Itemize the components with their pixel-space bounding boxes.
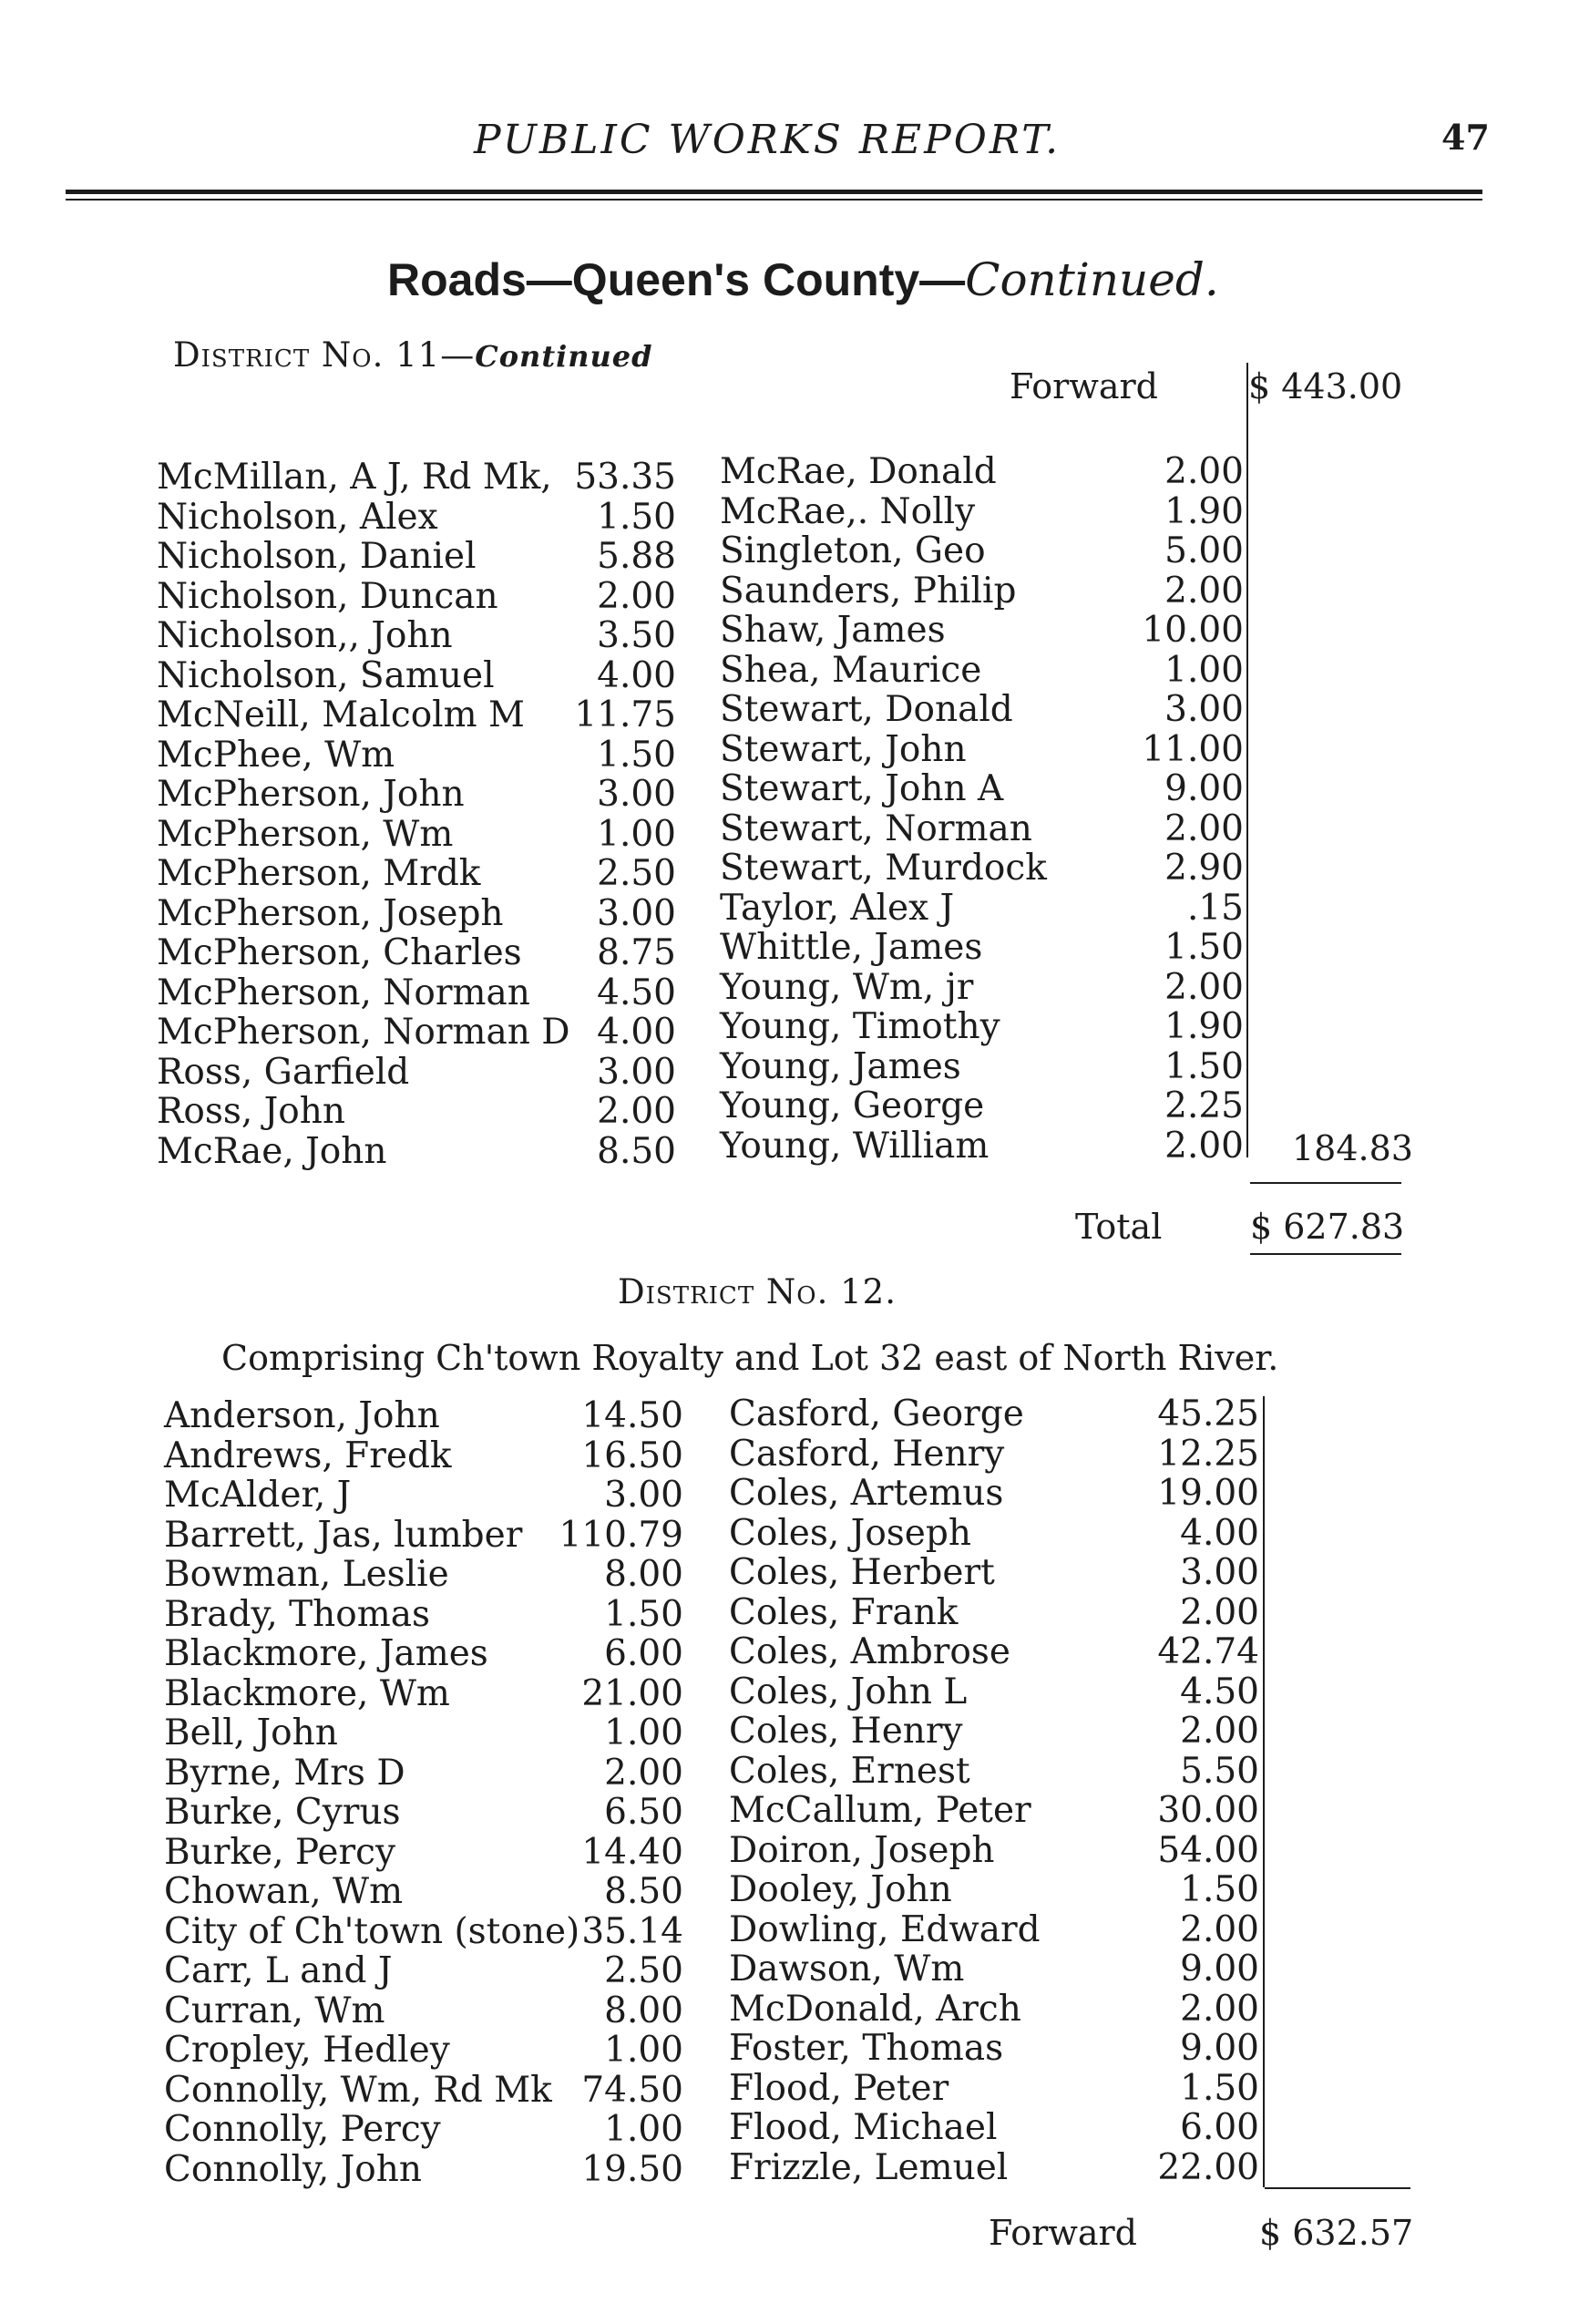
header-rule bbox=[66, 190, 1482, 194]
entry-name: Young, Timothy bbox=[720, 1006, 1000, 1047]
entry-name: McRae, Donald bbox=[720, 451, 997, 492]
entry-amount: 2.00 bbox=[597, 1091, 676, 1132]
entry-amount: 8.50 bbox=[597, 1130, 676, 1172]
entry-name: Carr, L and J bbox=[164, 1950, 393, 1991]
ledger-entry bbox=[164, 2150, 683, 2190]
ledger-entry bbox=[157, 498, 676, 538]
entry-name: McPherson, Charles bbox=[157, 932, 522, 973]
ledger-entry bbox=[729, 1593, 1259, 1633]
entry-amount: 3.00 bbox=[597, 1051, 676, 1093]
entry-amount: 1.90 bbox=[1164, 1006, 1244, 1047]
section-title bbox=[387, 253, 1219, 306]
running-head: PUBLIC WORKS REPORT. bbox=[474, 117, 1061, 163]
subtotal-rule bbox=[1250, 1182, 1401, 1184]
entry-name: Dowling, Edward bbox=[729, 1908, 1041, 1950]
entry-name: Blackmore, James bbox=[164, 1633, 488, 1674]
entry-name: Dawson, Wm bbox=[729, 1949, 965, 1990]
entry-amount: 4.50 bbox=[1180, 1671, 1259, 1712]
entry-name: City of Ch'town (stone) bbox=[164, 1910, 580, 1952]
entry-amount: 8.00 bbox=[604, 1990, 683, 2031]
entry-name: Stewart, Norman bbox=[720, 807, 1032, 849]
entry-amount: 1.00 bbox=[604, 2109, 683, 2150]
ledger-entry bbox=[164, 1713, 683, 1753]
ledger-entry bbox=[729, 1553, 1259, 1593]
district-11-heading bbox=[173, 335, 653, 375]
entry-amount: 10.00 bbox=[1142, 610, 1244, 651]
entry-amount: .15 bbox=[1186, 887, 1244, 929]
ledger-entry bbox=[164, 1991, 683, 2031]
entry-amount: 4.50 bbox=[597, 972, 676, 1013]
district-12-forward-label: Forward bbox=[989, 2213, 1138, 2253]
entry-name: Whittle, James bbox=[720, 927, 983, 968]
entry-amount: 74.50 bbox=[581, 2069, 683, 2111]
entry-amount: 45.25 bbox=[1157, 1393, 1259, 1435]
ledger-entry bbox=[729, 2148, 1259, 2188]
entry-name: McPherson, Norman bbox=[157, 972, 530, 1013]
entry-amount: 11.75 bbox=[574, 694, 676, 735]
ledger-entry bbox=[157, 537, 676, 577]
entry-amount: 30.00 bbox=[1157, 1790, 1259, 1831]
ledger-entry bbox=[720, 809, 1244, 849]
entry-name: Flood, Michael bbox=[729, 2107, 998, 2148]
entry-amount: 1.00 bbox=[1164, 649, 1244, 691]
entry-amount: 35.14 bbox=[581, 1910, 683, 1952]
entry-amount: 1.50 bbox=[1180, 2067, 1259, 2109]
entry-amount: 2.50 bbox=[604, 1950, 683, 1991]
ledger-entry bbox=[157, 1092, 676, 1132]
entry-name: Brady, Thomas bbox=[164, 1593, 431, 1635]
ledger-entry bbox=[157, 577, 676, 617]
district-11-heading-text: District No. 11— bbox=[173, 335, 476, 375]
forward-rule bbox=[1265, 2187, 1410, 2189]
entry-name: Stewart, John A bbox=[720, 768, 1004, 809]
entry-name: Flood, Peter bbox=[729, 2067, 949, 2109]
ledger-entry bbox=[157, 458, 676, 498]
entry-name: Young, William bbox=[720, 1125, 990, 1167]
entry-amount: 9.00 bbox=[1180, 2028, 1259, 2069]
entry-amount: 1.90 bbox=[1164, 490, 1244, 532]
ledger-entry bbox=[720, 928, 1244, 968]
ledger-entry bbox=[729, 1949, 1259, 1990]
entry-amount: 54.00 bbox=[1157, 1829, 1259, 1871]
entry-name: Young, James bbox=[720, 1045, 961, 1087]
ledger-entry bbox=[157, 1132, 676, 1172]
ledger-entry bbox=[729, 1474, 1259, 1514]
ledger-entry bbox=[164, 1396, 683, 1436]
entry-amount: 5.00 bbox=[1164, 530, 1244, 571]
ledger-entry bbox=[164, 1595, 683, 1635]
ledger-entry bbox=[729, 1394, 1259, 1435]
entry-amount: 8.00 bbox=[604, 1554, 683, 1595]
entry-amount: 4.00 bbox=[1180, 1512, 1259, 1554]
entry-name: Burke, Cyrus bbox=[164, 1792, 401, 1833]
entry-amount: 3.00 bbox=[1180, 1552, 1259, 1593]
district-12-right-column bbox=[729, 1394, 1259, 2187]
district-11-heading-continued: Continued bbox=[475, 339, 653, 374]
entry-name: Chowan, Wm bbox=[164, 1871, 404, 1912]
ledger-entry bbox=[164, 1951, 683, 1991]
entry-amount: 14.50 bbox=[581, 1395, 683, 1436]
entry-name: Andrews, Fredk bbox=[164, 1435, 452, 1476]
entry-name: Stewart, Donald bbox=[720, 689, 1013, 730]
entry-name: McCallum, Peter bbox=[729, 1790, 1031, 1831]
entry-amount: 2.00 bbox=[1164, 966, 1244, 1008]
ledger-entry bbox=[720, 1126, 1244, 1167]
ledger-entry bbox=[720, 690, 1244, 730]
entry-name: Saunders, Philip bbox=[720, 570, 1017, 612]
district-11-subtotal: 184.83 bbox=[1292, 1128, 1413, 1168]
ledger-entry bbox=[157, 1013, 676, 1053]
entry-amount: 1.50 bbox=[1164, 1045, 1244, 1087]
entry-name: Young, George bbox=[720, 1085, 985, 1126]
entry-amount: 1.00 bbox=[604, 1712, 683, 1753]
entry-name: McRae,. Nolly bbox=[720, 490, 976, 532]
district-12-heading: District No. 12. bbox=[618, 1272, 897, 1311]
entry-amount: 21.00 bbox=[581, 1672, 683, 1714]
entry-name: McMillan, A J, Rd Mk, bbox=[157, 457, 552, 498]
ledger-entry bbox=[729, 1990, 1259, 2030]
entry-amount: 2.50 bbox=[597, 853, 676, 894]
entry-amount: 4.00 bbox=[597, 1012, 676, 1053]
district-12-left-column bbox=[164, 1396, 683, 2189]
entry-name: Curran, Wm bbox=[164, 1990, 385, 2031]
entry-name: Shea, Maurice bbox=[720, 649, 982, 691]
entry-name: Coles, Herbert bbox=[729, 1552, 995, 1593]
ledger-entry bbox=[164, 1912, 683, 1952]
ledger-entry bbox=[164, 1793, 683, 1833]
entry-name: Doiron, Joseph bbox=[729, 1829, 995, 1871]
entry-amount: 53.35 bbox=[574, 457, 676, 498]
entry-amount: 3.00 bbox=[1164, 689, 1244, 730]
ledger-entry bbox=[729, 1632, 1259, 1672]
ledger-entry bbox=[157, 973, 676, 1013]
entry-amount: 11.00 bbox=[1142, 728, 1244, 770]
entry-name: Connolly, Wm, Rd Mk bbox=[164, 2069, 552, 2111]
entry-name: McPherson, Mrdk bbox=[157, 853, 481, 894]
district-11-left-column bbox=[157, 458, 676, 1171]
ledger-entry bbox=[729, 1870, 1259, 1910]
entry-amount: 2.00 bbox=[1180, 1711, 1259, 1752]
entry-amount: 2.00 bbox=[1164, 451, 1244, 492]
ledger-entry bbox=[157, 815, 676, 855]
entry-name: Frizzle, Lemuel bbox=[729, 2146, 1009, 2188]
ledger-entry bbox=[729, 2108, 1259, 2148]
ledger-entry bbox=[729, 1831, 1259, 1871]
entry-name: Ross, Garfield bbox=[157, 1051, 410, 1093]
entry-name: Young, Wm, jr bbox=[720, 966, 974, 1008]
entry-name: Connolly, Percy bbox=[164, 2109, 441, 2150]
ledger-entry bbox=[720, 730, 1244, 770]
district-11-right-column bbox=[720, 452, 1244, 1166]
total-rule bbox=[1250, 1253, 1401, 1255]
section-title-main: Roads—Queen's County— bbox=[387, 254, 966, 305]
entry-name: Ross, John bbox=[157, 1091, 346, 1132]
ledger-entry bbox=[720, 492, 1244, 532]
district-11-forward-label: Forward bbox=[1010, 366, 1159, 406]
entry-amount: 19.50 bbox=[581, 2148, 683, 2190]
entry-name: Connolly, John bbox=[164, 2148, 422, 2190]
entry-name: Burke, Percy bbox=[164, 1831, 396, 1873]
entry-name: Coles, Ernest bbox=[729, 1750, 970, 1792]
section-title-continued: Continued. bbox=[965, 253, 1219, 306]
entry-amount: 6.00 bbox=[1180, 2107, 1259, 2148]
entry-name: Foster, Thomas bbox=[729, 2028, 1004, 2069]
entry-name: Stewart, John bbox=[720, 728, 967, 770]
entry-amount: 5.50 bbox=[1180, 1750, 1259, 1792]
ledger-entry bbox=[729, 2029, 1259, 2069]
entry-name: Coles, Ambrose bbox=[729, 1631, 1011, 1672]
entry-amount: 3.00 bbox=[604, 1475, 683, 1516]
district-11-total-amount: $ 627.83 bbox=[1250, 1207, 1405, 1247]
entry-name: Coles, Artemus bbox=[729, 1473, 1004, 1514]
entry-amount: 2.00 bbox=[604, 1752, 683, 1794]
entry-amount: 2.00 bbox=[1180, 1988, 1259, 2030]
ledger-entry bbox=[164, 2031, 683, 2071]
ledger-entry bbox=[157, 775, 676, 815]
entry-amount: 1.50 bbox=[597, 734, 676, 776]
entry-name: Nicholson, Alex bbox=[157, 496, 438, 538]
ledger-entry bbox=[164, 1634, 683, 1674]
entry-name: Nicholson, Duncan bbox=[157, 575, 498, 617]
ledger-entry bbox=[720, 769, 1244, 809]
entry-amount: 1.00 bbox=[597, 813, 676, 855]
entry-name: McDonald, Arch bbox=[729, 1988, 1021, 2030]
ledger-entry bbox=[720, 452, 1244, 492]
ledger-entry bbox=[720, 848, 1244, 889]
entry-amount: 2.90 bbox=[1164, 848, 1244, 889]
entry-name: McPherson, John bbox=[157, 774, 465, 815]
ledger-entry bbox=[729, 1791, 1259, 1831]
ledger-entry bbox=[164, 1753, 683, 1794]
entry-amount: 22.00 bbox=[1157, 2146, 1259, 2188]
entry-name: Bell, John bbox=[164, 1712, 338, 1753]
entry-amount: 2.25 bbox=[1164, 1085, 1244, 1126]
amount-column-rule bbox=[1263, 1396, 1265, 2187]
entry-name: Blackmore, Wm bbox=[164, 1672, 450, 1714]
district-12-forward-amount: $ 632.57 bbox=[1259, 2213, 1414, 2253]
entry-name: Coles, Henry bbox=[729, 1711, 963, 1752]
entry-amount: 4.00 bbox=[597, 654, 676, 696]
entry-amount: 3.00 bbox=[597, 774, 676, 815]
district-11-total-label: Total bbox=[1075, 1207, 1163, 1247]
entry-amount: 2.00 bbox=[597, 575, 676, 617]
entry-amount: 1.00 bbox=[604, 2030, 683, 2071]
entry-name: McRae, John bbox=[157, 1130, 387, 1172]
entry-name: Cropley, Hedley bbox=[164, 2030, 450, 2071]
entry-name: Anderson, John bbox=[164, 1395, 440, 1436]
entry-amount: 8.75 bbox=[597, 932, 676, 973]
amount-column-rule bbox=[1246, 363, 1248, 1157]
header-rule-thin bbox=[66, 199, 1482, 201]
entry-name: Stewart, Murdock bbox=[720, 848, 1047, 889]
ledger-entry bbox=[164, 1555, 683, 1595]
ledger-entry bbox=[157, 854, 676, 894]
entry-amount: 5.88 bbox=[597, 536, 676, 577]
entry-name: Shaw, James bbox=[720, 610, 946, 651]
entry-name: Nicholson, Samuel bbox=[157, 654, 495, 696]
district-11-forward-amount: $ 443.00 bbox=[1248, 366, 1403, 406]
district-12-description: Comprising Ch'town Royalty and Lot 32 east of North River. bbox=[221, 1338, 1279, 1378]
entry-amount: 42.74 bbox=[1157, 1631, 1259, 1672]
entry-amount: 110.79 bbox=[559, 1514, 683, 1556]
entry-amount: 1.50 bbox=[1164, 927, 1244, 968]
ledger-entry bbox=[720, 531, 1244, 571]
entry-name: Coles, Frank bbox=[729, 1591, 959, 1633]
ledger-entry bbox=[720, 1047, 1244, 1087]
entry-name: Taylor, Alex J bbox=[720, 887, 955, 929]
entry-amount: 6.50 bbox=[604, 1792, 683, 1833]
entry-amount: 3.50 bbox=[597, 615, 676, 656]
ledger-entry bbox=[720, 889, 1244, 929]
entry-name: Nicholson, Daniel bbox=[157, 536, 477, 577]
entry-name: Byrne, Mrs D bbox=[164, 1752, 405, 1794]
ledger-entry bbox=[157, 894, 676, 934]
ledger-entry bbox=[729, 2069, 1259, 2109]
entry-amount: 2.00 bbox=[1180, 1591, 1259, 1633]
ledger-entry bbox=[720, 651, 1244, 691]
entry-name: McPherson, Wm bbox=[157, 813, 454, 855]
entry-amount: 1.50 bbox=[604, 1593, 683, 1635]
entry-name: Casford, Henry bbox=[729, 1433, 1005, 1475]
entry-amount: 2.00 bbox=[1180, 1908, 1259, 1950]
entry-name: Barrett, Jas, lumber bbox=[164, 1514, 523, 1556]
ledger-entry bbox=[729, 1910, 1259, 1950]
entry-name: McAlder, J bbox=[164, 1475, 352, 1516]
ledger-entry bbox=[164, 2110, 683, 2150]
ledger-entry bbox=[164, 2071, 683, 2111]
entry-amount: 9.00 bbox=[1180, 1949, 1259, 1990]
ledger-entry bbox=[157, 933, 676, 973]
entry-name: Coles, Joseph bbox=[729, 1512, 971, 1554]
entry-amount: 2.00 bbox=[1164, 1125, 1244, 1167]
entry-name: McPherson, Norman D bbox=[157, 1012, 570, 1053]
ledger-entry bbox=[720, 968, 1244, 1008]
ledger-entry bbox=[720, 571, 1244, 612]
ledger-entry bbox=[720, 611, 1244, 651]
entry-amount: 9.00 bbox=[1164, 768, 1244, 809]
ledger-entry bbox=[164, 1872, 683, 1912]
entry-name: Coles, John L bbox=[729, 1671, 968, 1712]
entry-amount: 2.00 bbox=[1164, 570, 1244, 612]
entry-amount: 14.40 bbox=[581, 1831, 683, 1873]
entry-name: Nicholson,, John bbox=[157, 615, 453, 656]
ledger-entry bbox=[164, 1436, 683, 1476]
ledger-entry bbox=[157, 616, 676, 656]
ledger-entry bbox=[164, 1516, 683, 1556]
entry-amount: 19.00 bbox=[1157, 1473, 1259, 1514]
ledger-entry bbox=[164, 1674, 683, 1714]
entry-amount: 1.50 bbox=[1180, 1869, 1259, 1910]
entry-name: Casford, George bbox=[729, 1393, 1024, 1435]
entry-amount: 1.50 bbox=[597, 496, 676, 538]
ledger-entry bbox=[720, 1086, 1244, 1126]
ledger-entry bbox=[720, 1007, 1244, 1047]
entry-amount: 6.00 bbox=[604, 1633, 683, 1674]
ledger-entry bbox=[164, 1476, 683, 1516]
ledger-entry bbox=[729, 1514, 1259, 1554]
entry-amount: 2.00 bbox=[1164, 807, 1244, 849]
entry-amount: 16.50 bbox=[581, 1435, 683, 1476]
entry-name: Bowman, Leslie bbox=[164, 1554, 449, 1595]
entry-amount: 12.25 bbox=[1157, 1433, 1259, 1475]
page-number: 47 bbox=[1441, 117, 1490, 158]
entry-amount: 3.00 bbox=[597, 892, 676, 934]
entry-name: Dooley, John bbox=[729, 1869, 952, 1910]
entry-name: Singleton, Geo bbox=[720, 530, 986, 571]
entry-name: McNeill, Malcolm M bbox=[157, 694, 525, 735]
ledger-entry bbox=[164, 1833, 683, 1873]
ledger-entry bbox=[729, 1712, 1259, 1752]
entry-amount: 8.50 bbox=[604, 1871, 683, 1912]
ledger-entry bbox=[729, 1435, 1259, 1475]
ledger-entry bbox=[157, 695, 676, 735]
entry-name: McPherson, Joseph bbox=[157, 892, 504, 934]
ledger-entry bbox=[729, 1752, 1259, 1792]
entry-name: McPhee, Wm bbox=[157, 734, 395, 776]
ledger-entry bbox=[157, 735, 676, 776]
ledger-entry bbox=[729, 1672, 1259, 1712]
ledger-entry bbox=[157, 1053, 676, 1093]
ledger-entry bbox=[157, 656, 676, 696]
